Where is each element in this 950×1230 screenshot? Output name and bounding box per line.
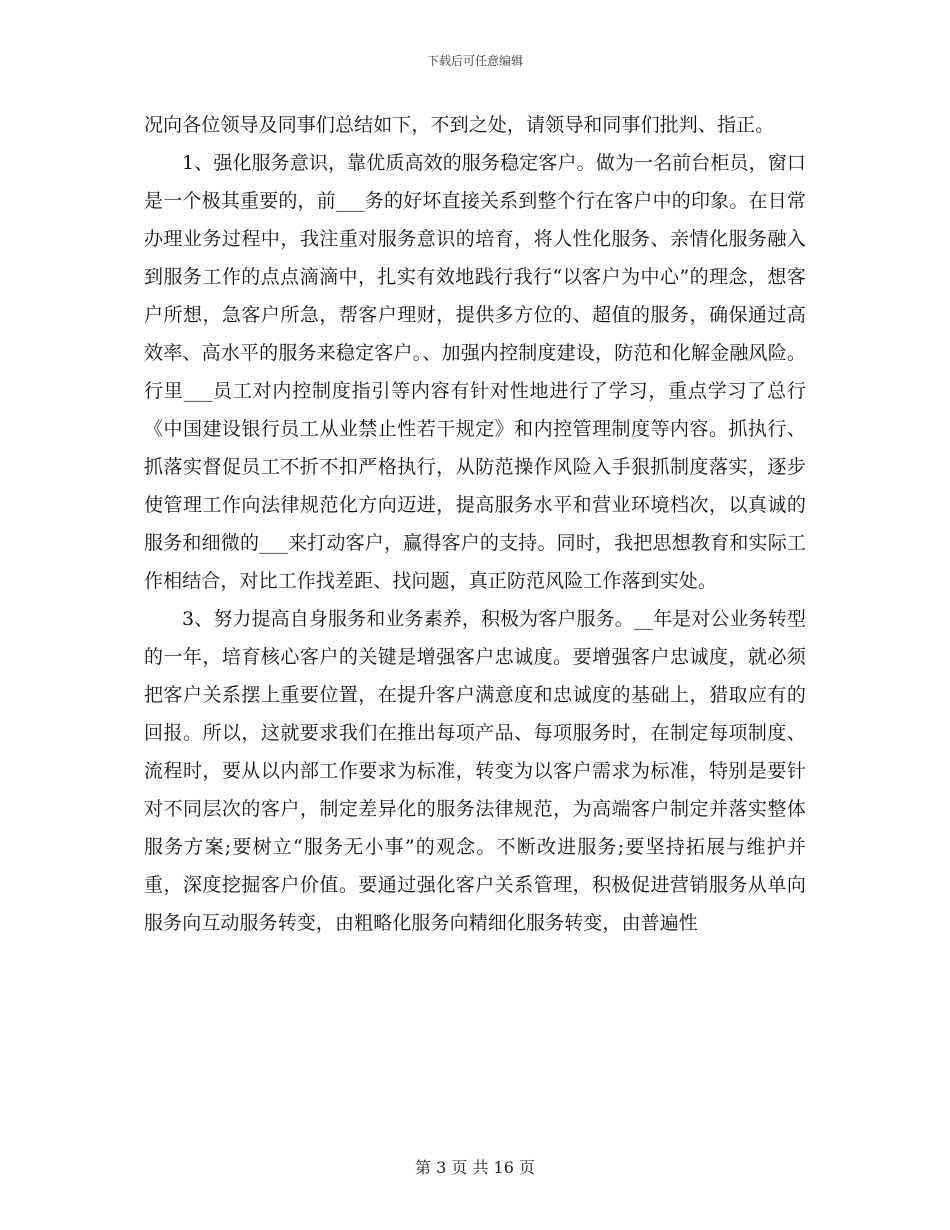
page-header-watermark: 下载后可任意编辑 (426, 54, 523, 68)
paragraph-improve-quality: 3、努力提高自身服务和业务素养，积极为客户服务。__年是对公业务转型的一年，培育核心客户的关键是增强客户忠诚度。要增强客户忠诚度，就必须把客户关系摆上重要位置，在提升客户满意度和忠诚度的基础上，猎取应有的回报。所以，这就要求我们在推出每项产品、每项服务时，在制定每项制度、流程时，要从以内部工作要求为标准，转变为以客户需求为标准，特别是要针对不同层次的客户，制定差异化的服务法律规范，为高端客户制定并落实整体服务方案;要树立“服务无小事”的观念。不断改进服务;要坚持拓展与维护并重，深度挖掘客户价值。要通过强化客户关系管理，积极促进营销服务从单向服务向互动服务转变，由粗略化服务向精细化服务转变，由普遍性 (144, 608, 806, 934)
paragraph-continuation: 况向各位领导及同事们总结如下，不到之处，请领导和同事们批判、指正。 (144, 114, 775, 136)
page-number-footer: 第 3 页 共 16 页 (415, 1158, 535, 1177)
document-body (144, 106, 806, 942)
paragraph-service-awareness: 1、强化服务意识，靠优质高效的服务稳定客户。做为一名前台柜员，窗口是一个极其重要的，前___务的好坏直接关系到整个行在客户中的印象。在日常办理业务过程中，我注重对服务意识的培育，将人性化服务、亲情化服务融入到服务工作的点点滴滴中，扎实有效地践行我行“以客户为中心”的理念，想客户所想，急客户所急，帮客户理财，提供多方位的、超值的服务，确保通过高效率、高水平的服务来稳定客户。、加强内控制度建设，防范和化解金融风险。行里___员工对内控制度指引等内容有针对性地进行了学习，重点学习了总行《中国建设银行员工从业禁止性若干规定》和内控管理制度等内容。抓执行、抓落实督促员工不折不扣严格执行，从防范操作风险入手狠抓制度落实，逐步使管理工作向法律规范化方向迈进，提高服务水平和营业环境档次，以真诚的服务和细微的___来打动客户，赢得客户的支持。同时，我把思想教育和实际工作相结合，对比工作找差距、找问题，真正防范风险工作落到实处。 (144, 152, 806, 592)
